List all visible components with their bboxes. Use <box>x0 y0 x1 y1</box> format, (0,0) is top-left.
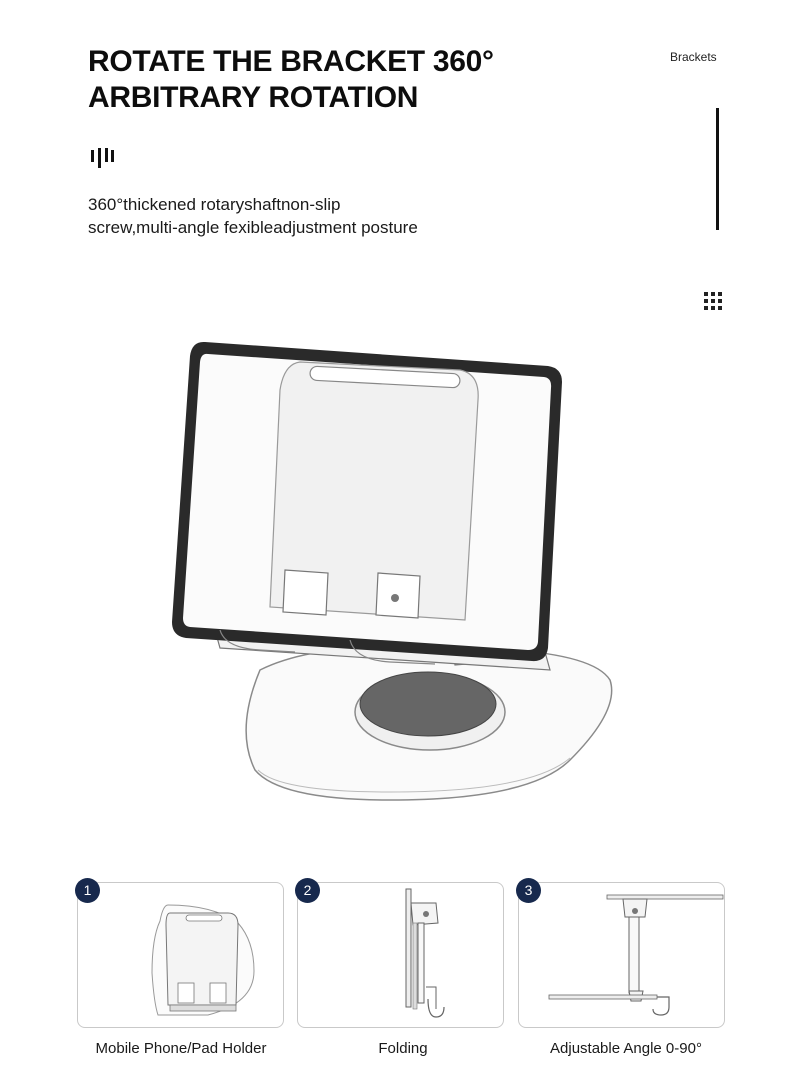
adjustable-angle-illustration <box>519 883 726 1029</box>
feature-label-2: Folding <box>378 1040 428 1057</box>
brand-label: Brackets <box>670 50 717 64</box>
bar-cluster-icon <box>90 146 114 168</box>
feature-badge-3: 3 <box>516 878 541 903</box>
feature-card-angle <box>518 882 725 1028</box>
feature-label-3: Adjustable Angle 0-90° <box>550 1040 702 1057</box>
feature-label-1: Mobile Phone/Pad Holder <box>95 1040 267 1057</box>
description <box>88 193 418 239</box>
description-line-1: 360°thickened rotaryshaftnon-slip <box>88 195 341 214</box>
feature-badge-1: 1 <box>75 878 100 903</box>
feature-badge-2: 2 <box>295 878 320 903</box>
feature-card-holder <box>77 882 284 1028</box>
dot-grid-icon <box>704 292 722 310</box>
title-line-1: ROTATE THE BRACKET 360° <box>88 45 494 78</box>
page-title <box>88 44 494 116</box>
description-line-2: screw,multi-angle fexibleadjustment posture <box>88 218 418 237</box>
phone-holder-illustration <box>78 883 285 1029</box>
vertical-divider <box>716 108 719 230</box>
feature-card-folding <box>297 882 504 1028</box>
title-line-2: ARBITRARY ROTATION <box>88 81 419 114</box>
tablet-stand-illustration <box>150 330 630 810</box>
folding-illustration <box>298 883 505 1029</box>
